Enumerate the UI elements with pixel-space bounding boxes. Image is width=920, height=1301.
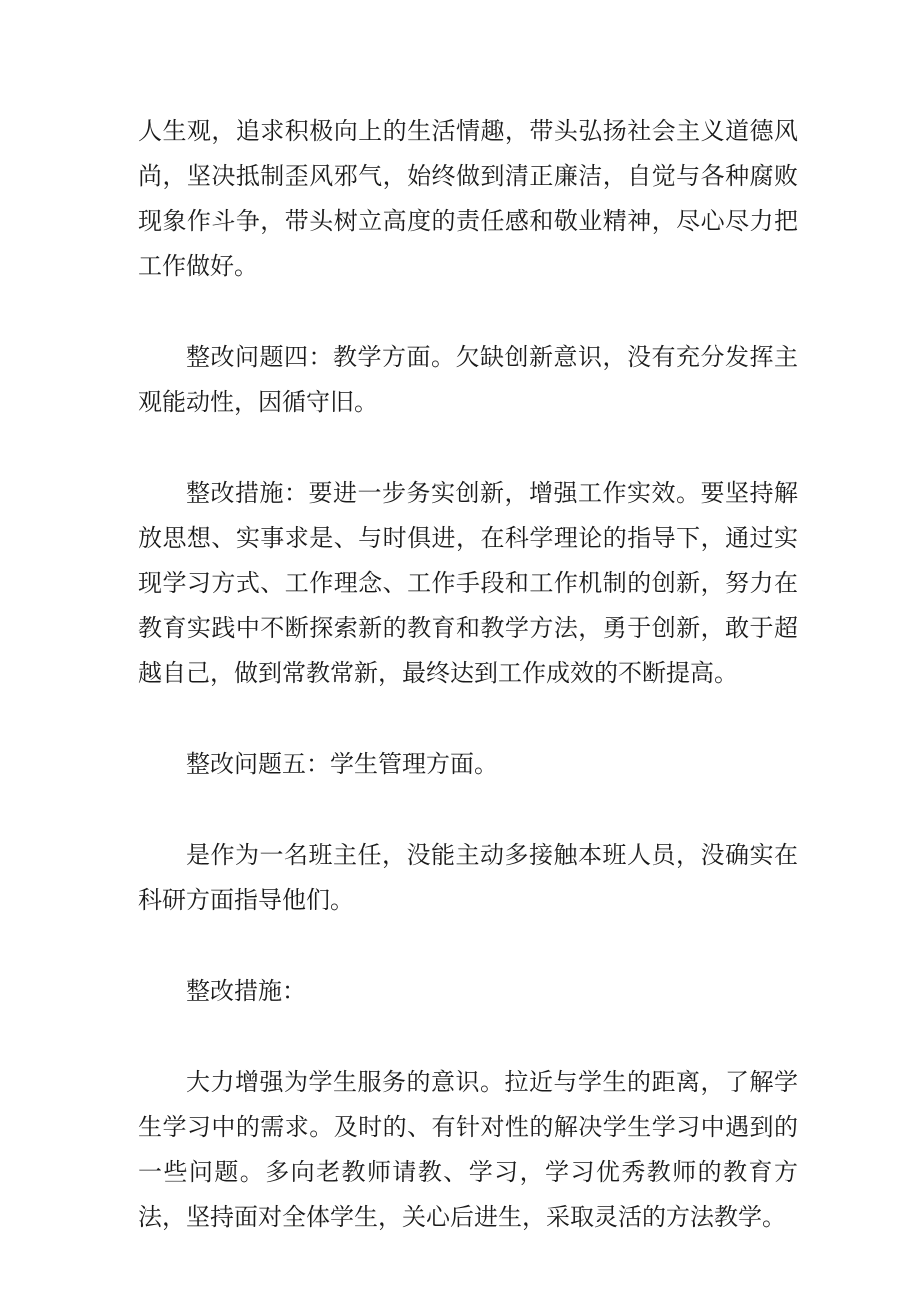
paragraph-measures-five-detail: 大力增强为学生服务的意识。拉近与学生的距离，了解学生学习中的需求。及时的、有针对性的解决学生学习中遇到的一些问题。多向老教师请教、学习，学习优秀教师的教育方法，坚持面对全体学生，关心后进生，采取灵活的方法教学。 [138,1068,798,1231]
document-body [138,109,798,1286]
paragraph-measures-five-heading: 整改措施： [186,977,306,1005]
paragraph-continuation: 人生观，追求积极向上的生活情趣，带头弘扬社会主义道德风尚，坚决抵制歪风邪气，始终做到清正廉洁，自觉与各种腐败现象作斗争，带头树立高度的责任感和敬业精神，尽心尽力把工作做好。 [138,117,798,280]
paragraph-issue-five: 整改问题五：学生管理方面。 [186,750,498,778]
paragraph-issue-four: 整改问题四：教学方面。欠缺创新意识，没有充分发挥主观能动性，因循守旧。 [138,343,798,416]
paragraph-issue-five-detail: 是作为一名班主任，没能主动多接触本班人员，没确实在科研方面指导他们。 [138,841,798,914]
paragraph-measures-four: 整改措施：要进一步务实创新，增强工作实效。要坚持解放思想、实事求是、与时俱进，在科学理论的指导下，通过实现学习方式、工作理念、工作手段和工作机制的创新，努力在教育实践中不断探索新的教育和教学方法，勇于创新，敢于超越自己，做到常教常新，最终达到工作成效的不断提高。 [138,479,798,687]
